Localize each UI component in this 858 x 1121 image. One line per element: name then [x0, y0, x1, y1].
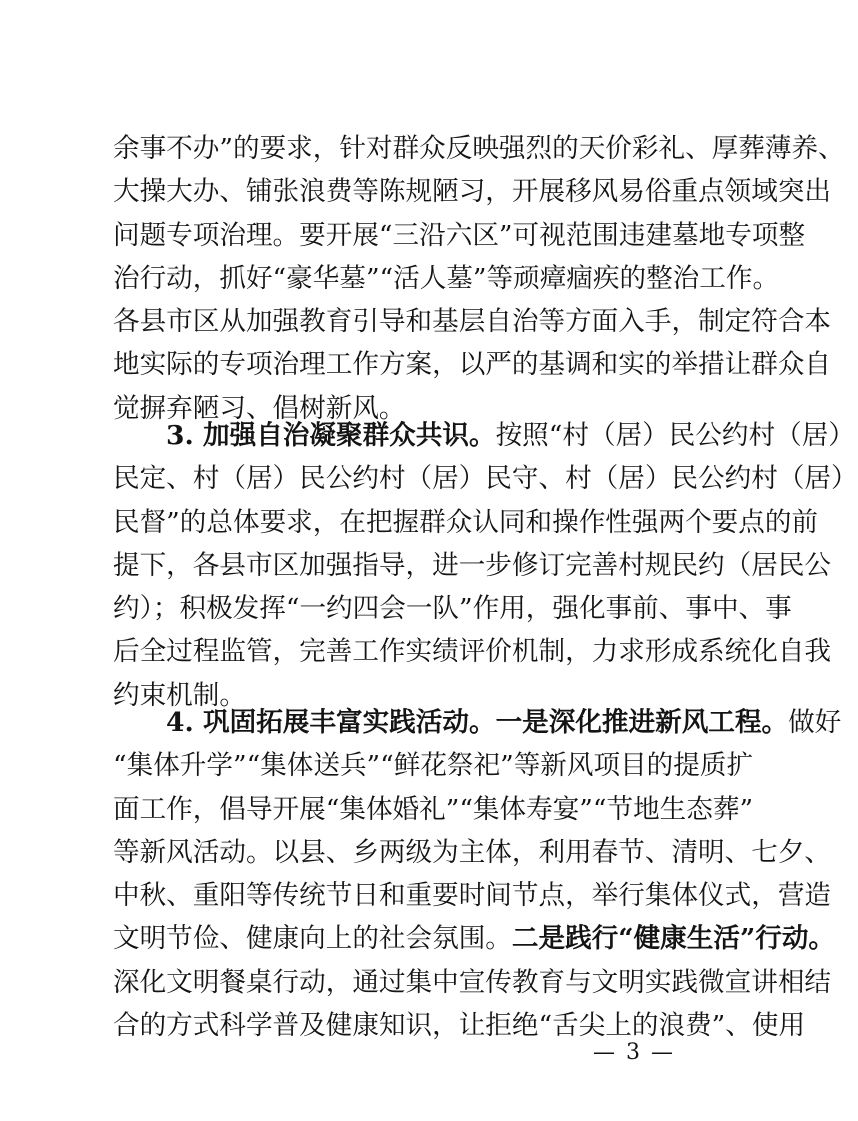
text-run: 文明节俭、健康向上的社会氛围。: [113, 923, 512, 955]
text-line: 约束机制。: [113, 679, 246, 711]
text-line: 提下，各县市区加强指导，进一步修订完善村规民约（居民公: [113, 549, 832, 581]
text-line: 等新风活动。以县、乡两级为主体，利用春节、清明、七夕、: [113, 836, 832, 868]
text-line: 觉摒弃陋习、倡树新风。: [113, 392, 406, 424]
text-line: 面工作，倡导开展“集体婚礼”“集体寿宴”“节地生态葬”: [113, 793, 754, 825]
text-line: 后全过程监管，完善工作实绩评价机制，力求形成系统化自我: [113, 636, 832, 668]
sub-heading-1: 一是深化推进新风工程。: [495, 707, 789, 738]
text-run: 按照“村（居）民公约村（居）: [495, 420, 855, 451]
section-heading-3: 3. 加强自治凝聚群众共识。: [166, 420, 496, 451]
text-line: “集体升学”“集体送兵”“鲜花祭祀”等新风项目的提质扩: [113, 750, 754, 782]
text-line: 约）；积极发挥“一约四会一队”作用，强化事前、事中、事: [113, 593, 792, 625]
text-line: 余事不办”的要求，针对群众反映强烈的天价彩礼、厚葬薄养、: [113, 133, 845, 164]
paragraph-3: [113, 701, 842, 1047]
text-run: 做好: [788, 707, 842, 738]
text-line: 中秋、重阳等传统节日和重要时间节点，举行集体仪式，营造: [113, 880, 832, 912]
text-line: 合的方式科学普及健康知识，让拒绝“舌尖上的浪费”、使用: [113, 1010, 806, 1042]
section-heading-4: 4. 巩固拓展丰富实践活动。: [166, 707, 496, 738]
text-line: 大操大办、铺张浪费等陈规陋习，开展移风易俗重点领域突出: [113, 176, 832, 208]
text-line: 地实际的专项治理工作方案，以严的基调和实的举措让群众自: [113, 349, 832, 381]
text-line: [113, 414, 855, 457]
text-line: [113, 701, 842, 744]
sub-heading-2: 二是践行“健康生活”行动。: [511, 923, 836, 955]
text-line: 治行动，抓好“豪华墓”“活人墓”等顽瘴痼疾的整治工作。: [113, 262, 780, 294]
page-number: — 3 —: [593, 1040, 675, 1065]
text-line: 问题专项治理。要开展“三沿六区”可视范围违建墓地专项整: [113, 219, 806, 251]
paragraph-2: [113, 414, 858, 717]
text-line: 民定、村（居）民公约村（居）民守、村（居）民公约村（居）: [113, 463, 858, 495]
text-line: [113, 917, 836, 960]
text-line: 民督”的总体要求，在把握群众认同和操作性强两个要点的前: [113, 506, 819, 538]
text-line: 各县市区从加强教育引导和基层自治等方面入手，制定符合本: [113, 306, 832, 338]
text-line: 深化文明餐桌行动，通过集中宣传教育与文明实践微宣讲相结: [113, 966, 832, 998]
paragraph-1: [113, 127, 845, 430]
